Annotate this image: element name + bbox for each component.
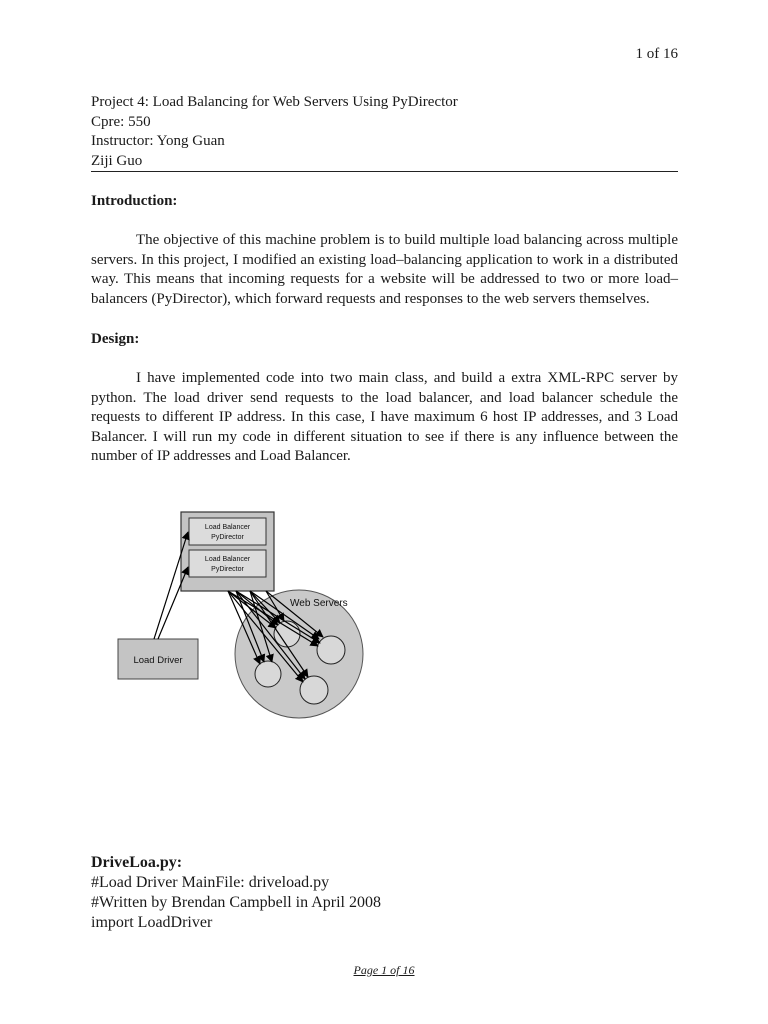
document-header: [91, 93, 678, 171]
code-file-title: DriveLoa.py:: [91, 854, 183, 871]
instructor-line: Instructor: Yong Guan: [91, 133, 225, 149]
design-heading: Design:: [91, 331, 140, 347]
introduction-paragraph: The objective of this machine problem is to build multiple load balancing across multiple servers. In this project, I modified an existing load–balancing application to work in a distributed way. This means that incoming requests for a website will be addressed to two or more load–balancers (PyDirector), which forward requests and responses to the web servers themselves.: [91, 232, 678, 307]
load-driver-label: Load Driver: [133, 655, 183, 666]
author-name: Ziji Guo: [91, 152, 143, 169]
project-title: Project 4: Load Balancing for Web Servers Using PyDirector: [91, 94, 458, 110]
server-node: [317, 636, 345, 664]
web-servers-label: Web Servers: [290, 598, 348, 609]
page-footer: Page 1 of 16: [353, 963, 415, 977]
code-listing: [91, 853, 381, 933]
server-node: [255, 661, 281, 687]
design-paragraph: I have implemented code into two main class, and build a extra XML-RPC server by python. The load driver send requests to the load balancer, and load balancer schedule the requests to different IP address. In this case, I have maximum 6 host IP addresses, and 3 Load Balancer. I will run my code in different situation to see if there is any influence between the number of IP addresses and Load Balancer.: [91, 370, 678, 464]
header-divider: [91, 171, 678, 172]
pydirector-label: PyDirector: [211, 534, 244, 541]
page-count: 1 of 16: [635, 46, 678, 62]
code-line: import LoadDriver: [91, 914, 213, 931]
code-line: #Load Driver MainFile: driveload.py: [91, 874, 330, 891]
load-balancing-diagram: [110, 504, 380, 734]
server-node: [300, 676, 328, 704]
course-code: Cpre: 550: [91, 113, 151, 130]
introduction-heading: Introduction:: [91, 193, 178, 209]
code-line: #Written by Brendan Campbell in April 2008: [91, 894, 381, 911]
pydirector-label: PyDirector: [211, 566, 244, 573]
load-balancer-label: Load Balancer: [204, 524, 251, 531]
load-balancer-label: Load Balancer: [204, 556, 251, 563]
